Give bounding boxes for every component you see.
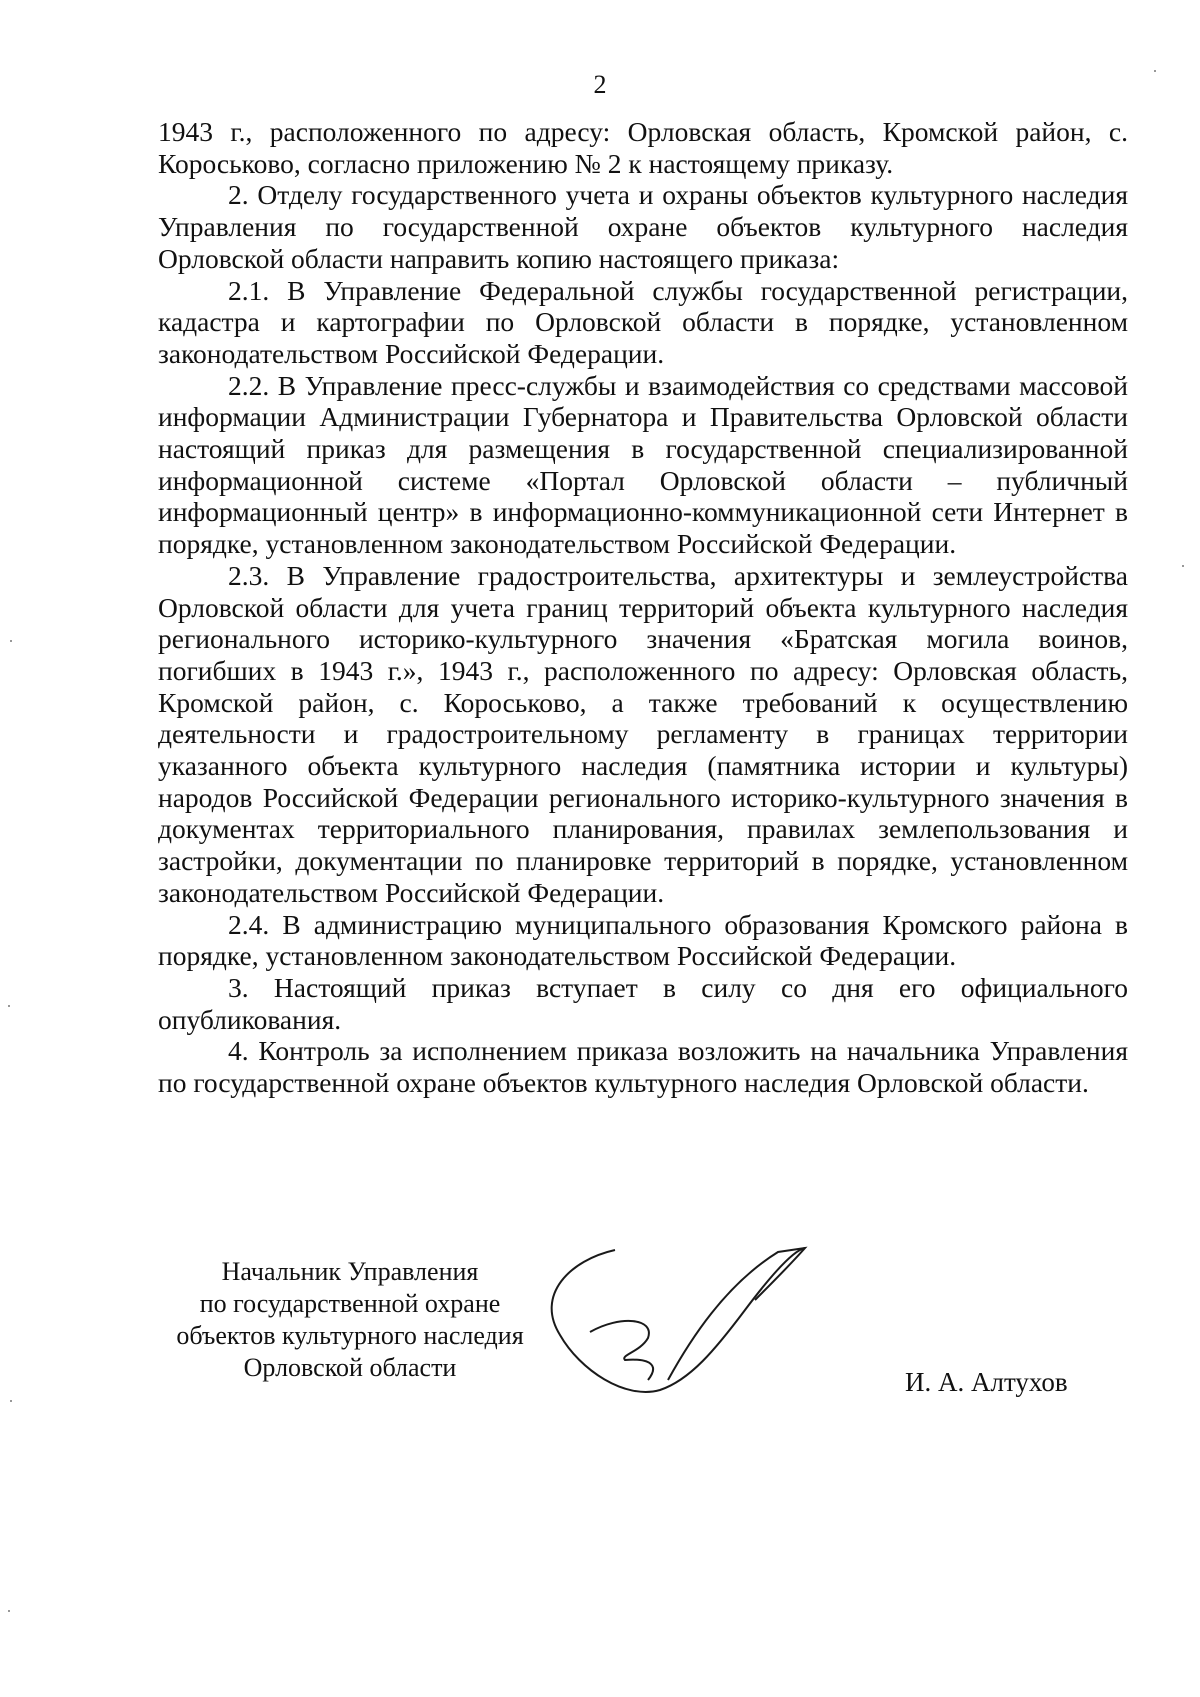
signatory-title-line: объектов культурного наследия <box>176 1321 524 1350</box>
paragraph-item-2-2: 2.2. В Управление пресс-службы и взаимодействия со средствами массовой информации Администрации Губернатора и Правительства Орловской области настоящий приказ для размещения в государственной специализированной информационной системе «Портал Орловской области – публичный информационный центр» в информационно-коммуникационной сети Интернет в порядке, установленном законодательством Российской Федерации. <box>158 369 1128 560</box>
signatory-title-line: по государственной охране <box>199 1289 501 1318</box>
signatory-title-line: Орловской области <box>243 1353 457 1382</box>
scan-dot <box>10 640 12 642</box>
paragraph-continuation: 1943 г., расположенного по адресу: Орловская область, Кромской район, с. Короськово, согласно приложению № 2 к настоящему приказу. <box>158 116 1128 179</box>
signer-name: И. А. Алтухов <box>905 1367 1068 1397</box>
scan-dot <box>10 1400 12 1402</box>
paragraph-item-2: 2. Отделу государственного учета и охраны объектов культурного наследия Управления по государственной охране объектов культурного наследия Орловской области направить копию настоящего приказа: <box>158 179 1128 274</box>
scan-dot <box>1154 70 1156 72</box>
signatory-title <box>150 1256 550 1384</box>
handwritten-signature-icon <box>540 1240 820 1405</box>
document-body <box>158 116 1128 1099</box>
scan-dot <box>8 1005 10 1007</box>
scan-dot <box>8 1610 10 1612</box>
paragraph-item-2-3: 2.3. В Управление градостроительства, архитектуры и землеустройства Орловской области для учета границ территорий объекта культурного наследия регионального историко-культурного значения «Братская могила воинов, погибших в 1943 г.», 1943 г., расположенного по адресу: Орловская область, Кромской район, с. Короськово, а также требований к осуществлению деятельности и градостроительному регламенту в границах территории указанного объекта культурного наследия (памятника истории и культуры) народов Российской Федерации регионального историко-культурного значения в документах территориального планирования, правилах землепользования и застройки, документации по планировке территорий в порядке, установленном законодательством Российской Федерации. <box>158 559 1128 908</box>
page-number: 2 <box>593 70 607 99</box>
paragraph-item-3: 3. Настоящий приказ вступает в силу со дня его официального опубликования. <box>158 971 1128 1035</box>
paragraph-item-2-1: 2.1. В Управление Федеральной службы государственной регистрации, кадастра и картографии по Орловской области в порядке, установленном законодательством Российской Федерации. <box>158 274 1128 369</box>
signatory-title-line: Начальник Управления <box>221 1257 479 1286</box>
paragraph-item-4: 4. Контроль за исполнением приказа возложить на начальника Управления по государственной охране объектов культурного наследия Орловской области. <box>158 1035 1128 1099</box>
scan-dot <box>1182 565 1184 567</box>
paragraph-item-2-4: 2.4. В администрацию муниципального образования Кромского района в порядке, установленном законодательством Российской Федерации. <box>158 908 1128 972</box>
